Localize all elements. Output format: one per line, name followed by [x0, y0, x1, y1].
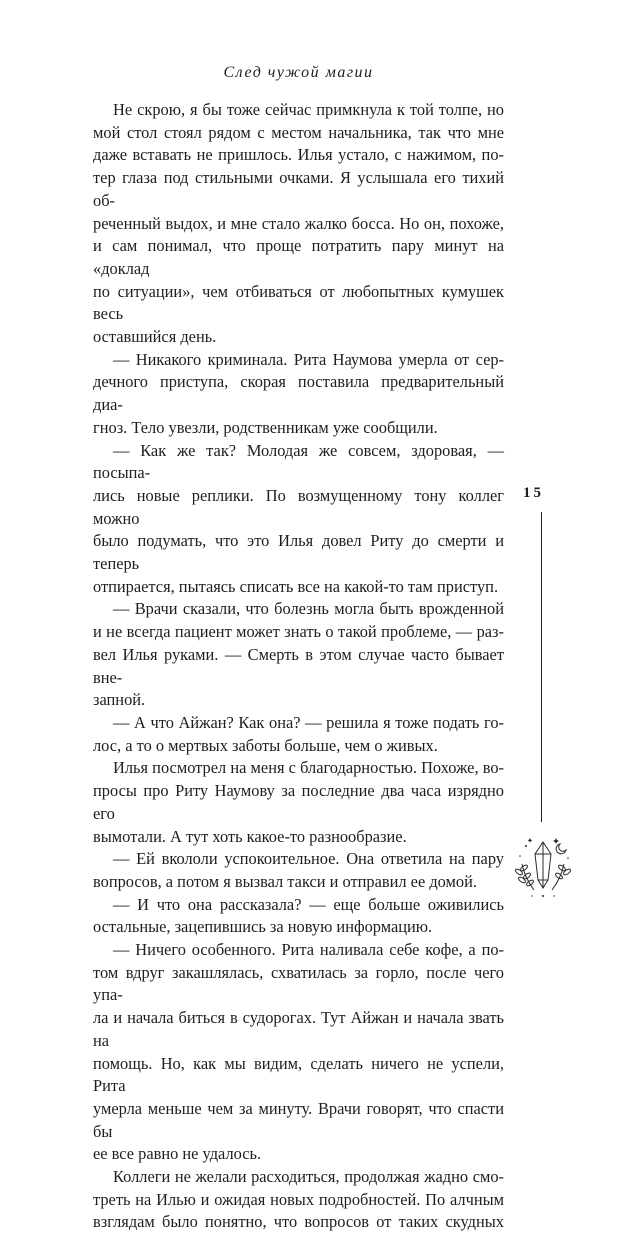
text-line: мой стол стоял рядом с местом начальника, так что мне [93, 122, 504, 142]
text-line: лос, а то о мертвых заботы больше, чем о живых. [93, 735, 438, 755]
text-line: Илья посмотрел на меня с благодарностью. Похоже, во- [113, 758, 504, 778]
text-line: — Врачи сказали, что болезнь могла быть врожденной [113, 599, 504, 619]
text-line: помощь. Но, как мы видим, сделать ничего не успели, Рита [93, 1053, 504, 1096]
text-line: было подумать, что это Илья довел Риту до смерти и теперь [93, 531, 504, 574]
crystal-ornament-icon [512, 832, 574, 902]
text-line: умерла меньше чем за минуту. Врачи говорят, что спасти бы [93, 1098, 504, 1141]
paragraph [93, 99, 504, 349]
margin-rule [541, 512, 542, 822]
text-line: оставшийся день. [93, 327, 217, 347]
text-line: вопросов, а потом я вызвал такси и отправил ее домой. [93, 871, 477, 891]
text-line: ла и начала биться в судорогах. Тут Айжан и начала звать на [93, 1008, 504, 1050]
paragraph [93, 1166, 504, 1234]
text-line: запной. [93, 690, 146, 710]
page-number: 15 [523, 485, 544, 501]
text-line: гноз. Тело увезли, родственникам уже сообщили. [93, 417, 438, 437]
text-line: остальные, зацепившись за новую информацию. [93, 917, 433, 937]
text-line: треть на Илью и ожидая новых подробностей. По алчным [93, 1189, 504, 1209]
text-line: дечного приступа, скорая поставила предварительный диа- [93, 372, 504, 415]
text-line: взглядам было понятно, что вопросов от таких скудных [93, 1212, 504, 1232]
text-line: даже вставать не пришлось. Илья устало, с нажимом, по- [93, 145, 504, 165]
text-line: и не всегда пациент может знать о такой проблеме, — раз- [93, 622, 504, 642]
text-line: Коллеги не желали расходиться, продолжая жадно смо- [113, 1167, 504, 1187]
text-line: ее все равно не удалось. [93, 1144, 262, 1164]
text-line: реченный выдох, и мне стало жалко босса. Но он, похоже, [93, 213, 504, 233]
paragraph [93, 757, 504, 848]
paragraph [93, 598, 504, 712]
text-line: просы про Риту Наумову за последние два часа изрядно его [93, 781, 504, 823]
paragraph [93, 712, 504, 757]
text-line: — Никакого криминала. Рита Наумова умерла от сер- [113, 349, 504, 369]
text-line: том вдруг закашлялась, схватилась за горло, после чего упа- [93, 962, 504, 1005]
paragraph [93, 440, 504, 599]
text-line: тер глаза под стильными очками. Я услышала его тихий об- [93, 168, 504, 210]
paragraph [93, 848, 504, 893]
running-head: След чужой магии [223, 64, 374, 81]
text-line: и сам понимал, что проще потратить пару минут на «доклад [93, 236, 504, 278]
text-line: лись новые реплики. По возмущенному тону коллег можно [93, 485, 504, 528]
paragraph [93, 939, 504, 1166]
text-line: — Как же так? Молодая же совсем, здоровая, — посыпа- [93, 440, 504, 483]
paragraph [93, 349, 504, 440]
text-line: отпирается, пытаясь списать все на какой-то там приступ. [93, 576, 499, 596]
text-line: Не скрою, я бы тоже сейчас примкнула к той толпе, но [113, 100, 504, 119]
text-line: по ситуации», чем отбиваться от любопытных кумушек весь [93, 281, 504, 324]
text-line: вел Илья руками. — Смерть в этом случае часто бывает вне- [93, 644, 504, 687]
text-line: вымотали. А тут хоть какое-то разнообразие. [93, 826, 407, 846]
body-text [93, 99, 504, 1234]
text-line: — А что Айжан? Как она? — решила я тоже подать го- [113, 712, 504, 732]
text-line: — И что она рассказала? — еще больше оживились [113, 894, 504, 914]
text-line: — Ей вкололи успокоительное. Она ответила на пару [113, 849, 504, 869]
text-line: — Ничего особенного. Рита наливала себе кофе, а по- [113, 940, 504, 960]
paragraph [93, 894, 504, 939]
